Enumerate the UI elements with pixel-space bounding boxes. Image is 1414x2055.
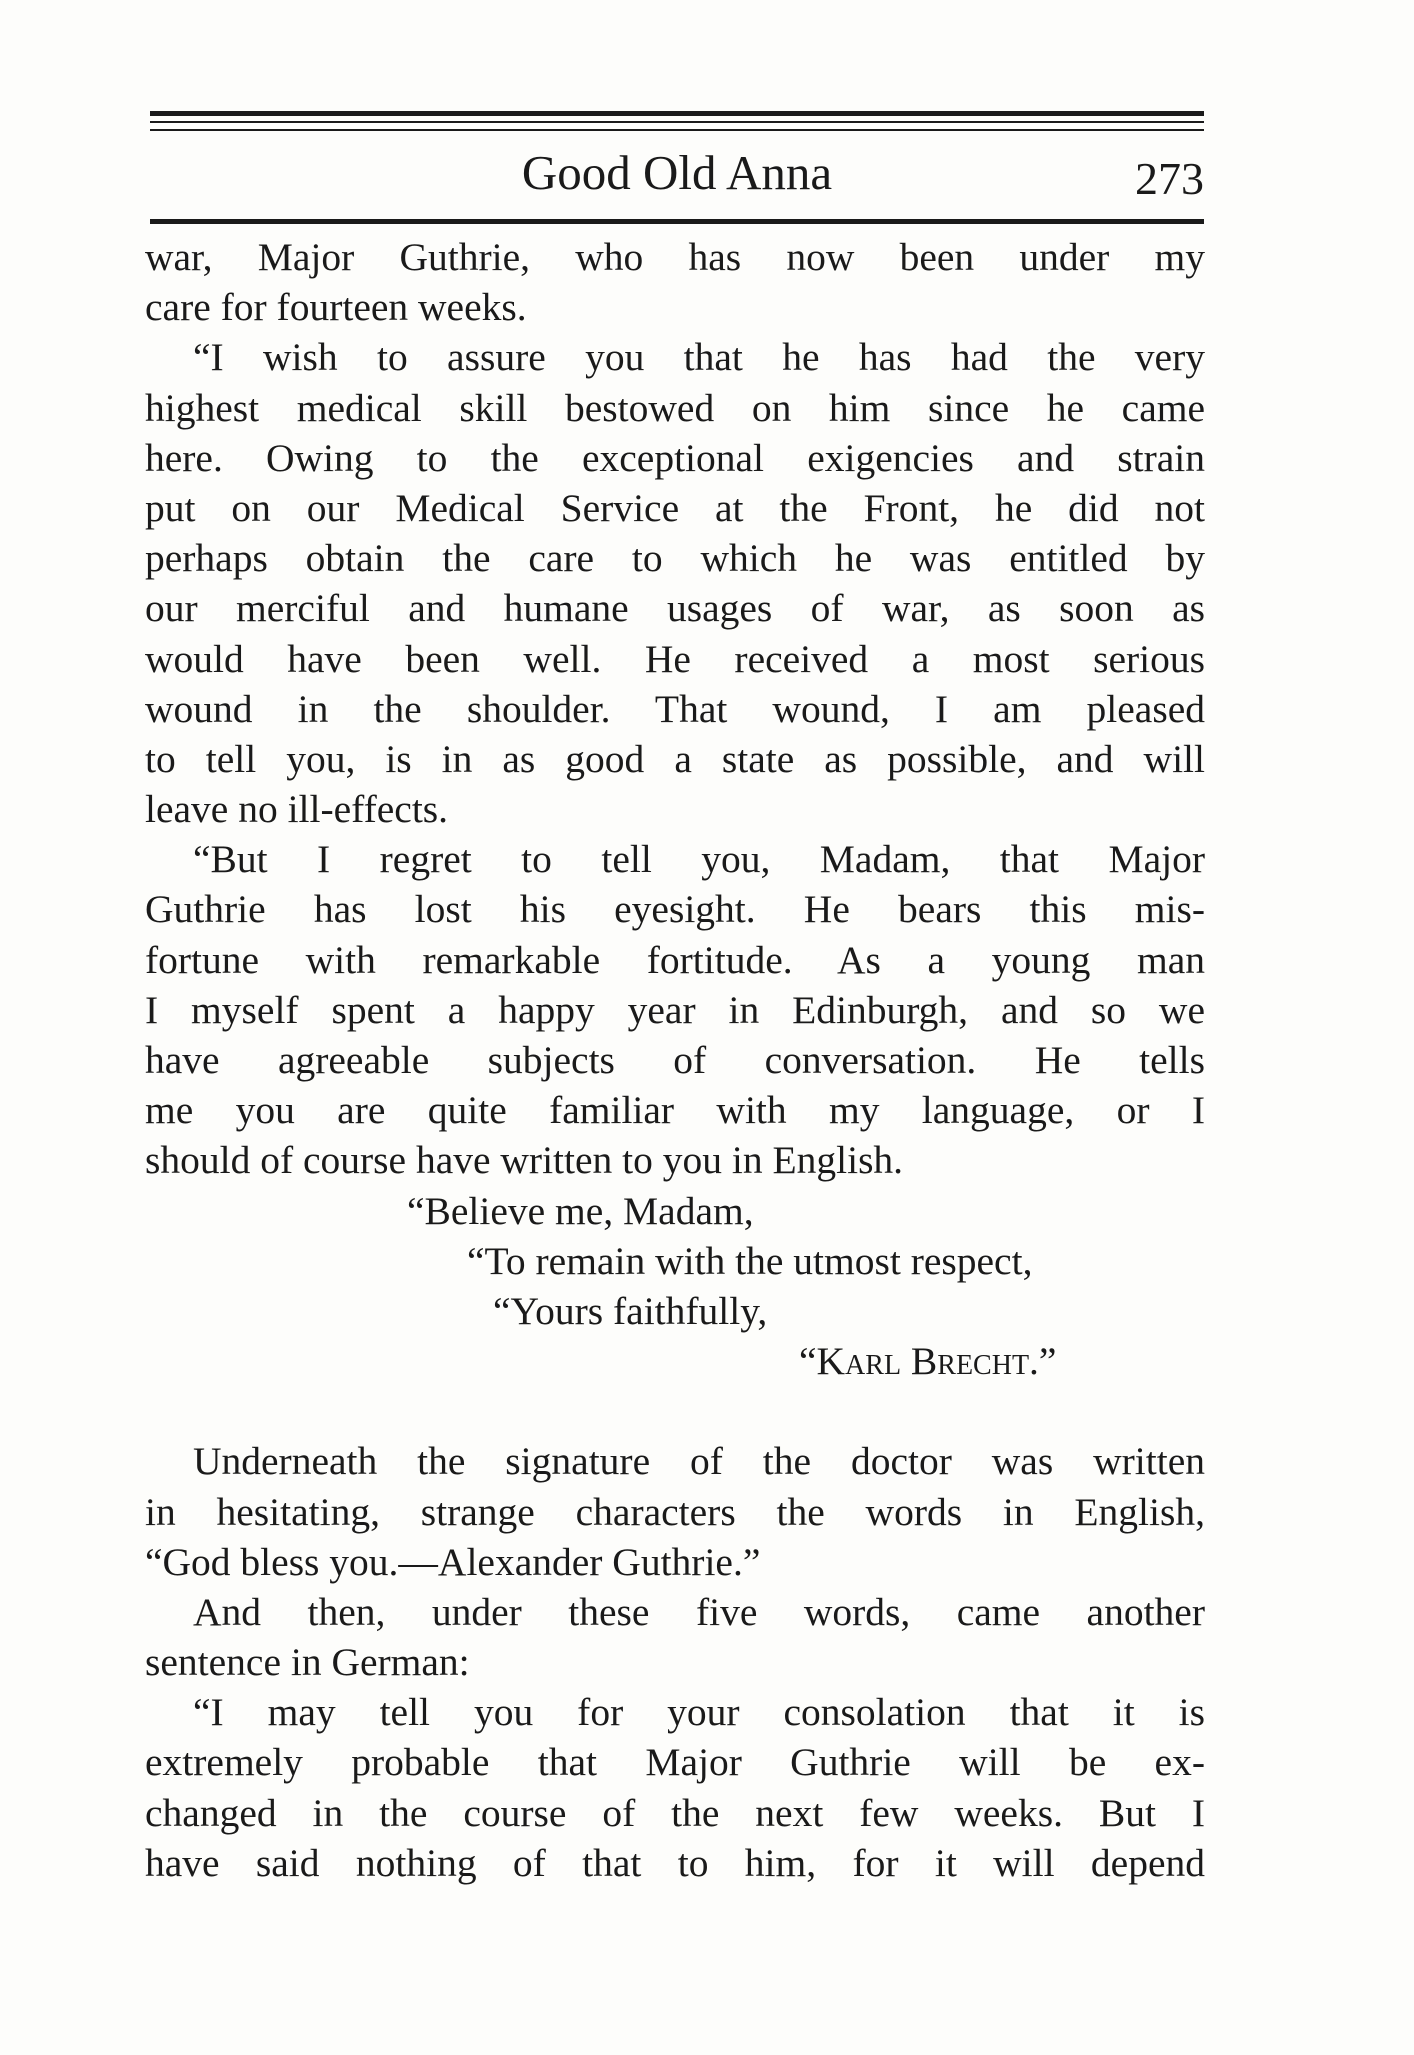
text-line: would have been well. He received a most serious xyxy=(145,636,1205,681)
text-line: here. Owing to the exceptional exigencies and strain xyxy=(145,435,1205,480)
paragraph xyxy=(145,1436,1205,1587)
paragraph xyxy=(145,1687,1205,1888)
text-line: Underneath the signature of the doctor was written xyxy=(193,1439,1205,1484)
text-line: our merciful and humane usages of war, as soon as xyxy=(145,586,1205,631)
paragraph xyxy=(145,332,1205,834)
page-number: 273 xyxy=(1135,153,1204,204)
signature: “Karl Brecht.” xyxy=(799,1339,1057,1384)
text-line: to tell you, is in as good a state as possible, and will xyxy=(145,736,1205,781)
header-rule-middle xyxy=(150,121,1204,123)
paragraph xyxy=(145,1587,1205,1687)
text-line: And then, under these five words, came another xyxy=(193,1589,1205,1634)
text-line: “I wish to assure you that he has had the very xyxy=(193,335,1205,380)
text-line: changed in the course of the next few weeks. But I xyxy=(145,1790,1205,1835)
text-line: me you are quite familiar with my language, or I xyxy=(145,1088,1205,1133)
text-line: care for fourteen weeks. xyxy=(145,285,527,330)
text-line: highest medical skill bestowed on him since he came xyxy=(145,385,1205,430)
section-gap xyxy=(145,1386,1205,1436)
text-line: have said nothing of that to him, for it will depend xyxy=(145,1840,1205,1885)
text-line: extremely probable that Major Guthrie will be ex- xyxy=(145,1740,1205,1785)
text-line: should of course have written to you in English. xyxy=(145,1138,904,1183)
text-line: sentence in German: xyxy=(145,1640,470,1685)
text-line: fortune with remarkable fortitude. As a young man xyxy=(145,937,1205,982)
header-rule-top xyxy=(150,111,1204,116)
text-line: war, Major Guthrie, who has now been under my xyxy=(145,235,1205,279)
text-line: have agreeable subjects of conversation. He tells xyxy=(145,1038,1205,1082)
text-line: Guthrie has lost his eyesight. He bears this mis- xyxy=(145,887,1205,932)
text-line: wound in the shoulder. That wound, I am pleased xyxy=(145,686,1205,731)
closing-line: “Believe me, Madam, xyxy=(407,1188,754,1233)
text-line: perhaps obtain the care to which he was entitled by xyxy=(145,536,1205,581)
page-body xyxy=(145,232,1205,1888)
text-line: in hesitating, strange characters the words in English, xyxy=(145,1489,1205,1534)
closing-line: “Yours faithfully, xyxy=(493,1288,768,1333)
text-line: “I may tell you for your consolation that it is xyxy=(193,1690,1205,1735)
text-line: leave no ill-effects. xyxy=(145,787,449,832)
text-line: “But I regret to tell you, Madam, that Major xyxy=(193,837,1205,882)
paragraph xyxy=(145,232,1205,332)
text-line: put on our Medical Service at the Front, he did not xyxy=(145,485,1205,530)
closing-line: “To remain with the utmost respect, xyxy=(467,1238,1033,1283)
letter-closing xyxy=(145,1186,1205,1387)
text-line: “God bless you.—Alexander Guthrie.” xyxy=(145,1539,761,1584)
running-title: Good Old Anna xyxy=(521,145,833,200)
running-header xyxy=(150,140,1204,210)
text-line: I myself spent a happy year in Edinburgh, and so we xyxy=(145,987,1205,1032)
header-rule-thin xyxy=(150,129,1204,131)
header-rule-bottom xyxy=(150,219,1204,224)
paragraph xyxy=(145,834,1205,1185)
